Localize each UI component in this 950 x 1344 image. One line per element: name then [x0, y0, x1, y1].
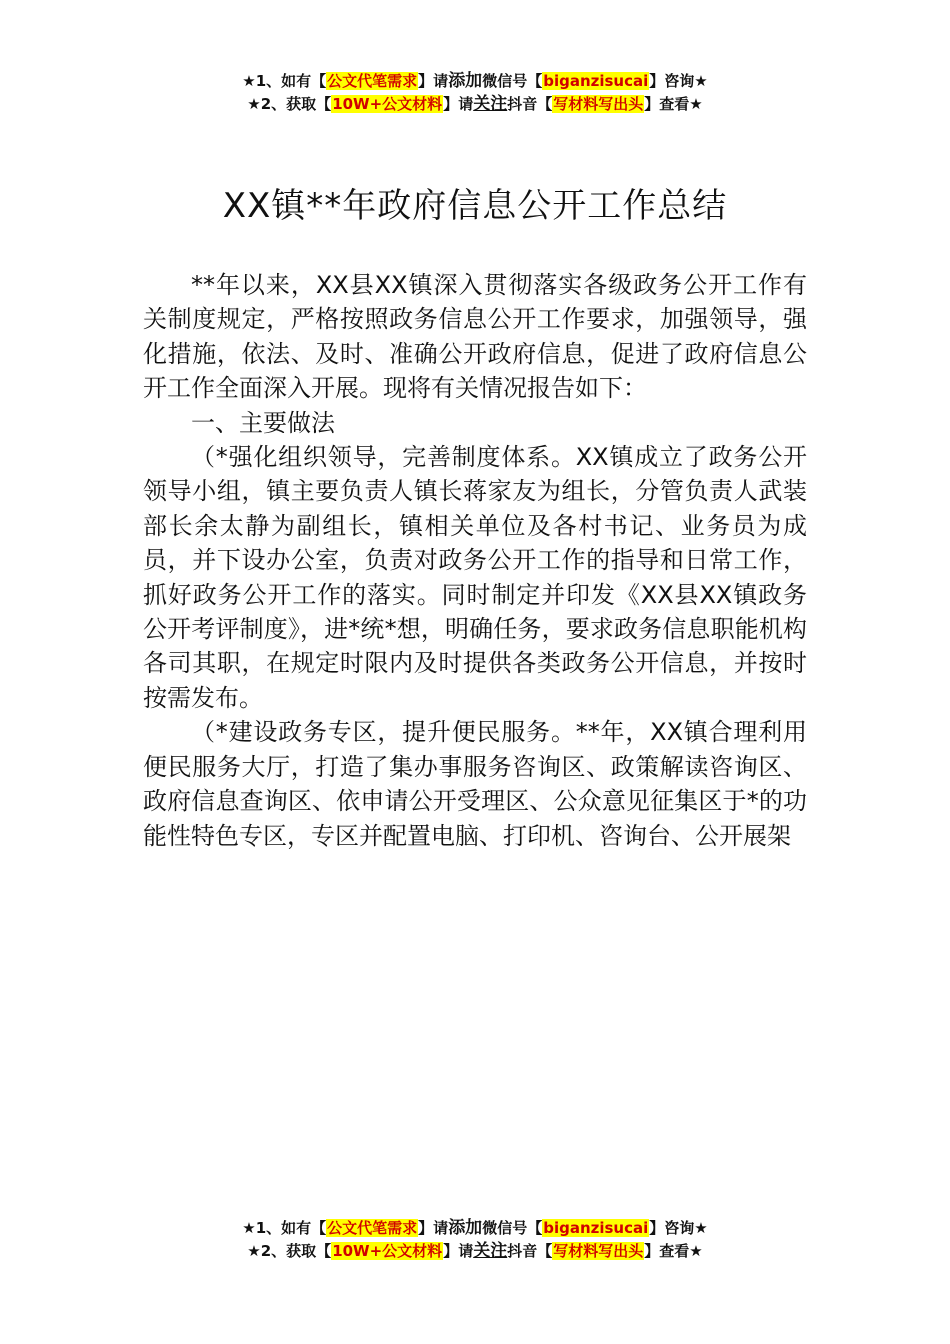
banner-emphasis: 关注 [473, 1241, 508, 1261]
header-banner [0, 70, 950, 116]
paragraph-organization: （*强化组织领导，完善制度体系。XX镇成立了政务公开领导小组，镇主要负责人镇长蒋家友为组长，分管负责人武装部长余太静为副组长，镇相关单位及各村书记、业务员为成员，并下设办公室，负责对政务公开工作的指导和日常工作，抓好政务公开工作的落实。同时制定并印发《XX县XX镇政务公开考评制度》，进*统*想，明确任务，要求政务信息职能机构各司其职，在规定时限内及时提供各类政务公开信息，并按时按需发布。 [143, 443, 807, 712]
banner-emphasis: 添加 [448, 1218, 483, 1238]
banner-emphasis: 关注 [473, 94, 508, 114]
banner-highlight: 公文代笔需求 [327, 1219, 418, 1237]
banner-text: 】查看★ [644, 1242, 703, 1260]
banner-text: 】咨询★ [649, 1219, 708, 1237]
banner-text: ★1、如有【 [242, 72, 327, 90]
section-heading: 一、主要做法 [191, 408, 335, 437]
banner-text: ★2、获取【 [247, 1242, 332, 1260]
banner-text: 微信号【 [482, 72, 543, 90]
banner-text: 】请 [418, 72, 449, 90]
banner-douyin-id: 写材料写出头 [553, 1242, 644, 1260]
document-title: XX镇**年政府信息公开工作总结 [222, 186, 728, 226]
banner-wechat-id: biganzisucai [543, 72, 649, 90]
banner-text: 抖音【 [507, 95, 553, 113]
banner-text: ★2、获取【 [247, 95, 332, 113]
footer-banner [0, 1217, 950, 1263]
banner-wechat-id: biganzisucai [543, 1219, 649, 1237]
banner-text: 】咨询★ [649, 72, 708, 90]
banner-line-1 [0, 1217, 950, 1240]
document-body [143, 268, 807, 853]
banner-line-2 [0, 93, 950, 116]
banner-line-1 [0, 70, 950, 93]
banner-text: 】查看★ [644, 95, 703, 113]
paragraph-intro: **年以来，XX县XX镇深入贯彻落实各级政务公开工作有关制度规定，严格按照政务信息公开工作要求，加强领导，强化措施，依法、及时、准确公开政府信息，促进了政府信息公开工作全面深入开展。现将有关情况报告如下： [143, 271, 807, 403]
banner-text: 】请 [418, 1219, 449, 1237]
banner-highlight: 10W+公文材料 [332, 1242, 443, 1260]
banner-highlight: 公文代笔需求 [327, 72, 418, 90]
banner-text: 】请 [443, 95, 474, 113]
banner-line-2 [0, 1240, 950, 1263]
paragraph-service-zone: （*建设政务专区，提升便民服务。**年，XX镇合理利用便民服务大厅，打造了集办事服务咨询区、政策解读咨询区、政府信息查询区、依申请公开受理区、公众意见征集区于*的功能性特色专区，专区并配置电脑、打印机、咨询台、公开展架 [143, 718, 807, 850]
banner-emphasis: 添加 [448, 71, 483, 91]
banner-text: 】请 [443, 1242, 474, 1260]
banner-text: ★1、如有【 [242, 1219, 327, 1237]
banner-highlight: 10W+公文材料 [332, 95, 443, 113]
banner-text: 微信号【 [482, 1219, 543, 1237]
banner-douyin-id: 写材料写出头 [553, 95, 644, 113]
banner-text: 抖音【 [507, 1242, 553, 1260]
